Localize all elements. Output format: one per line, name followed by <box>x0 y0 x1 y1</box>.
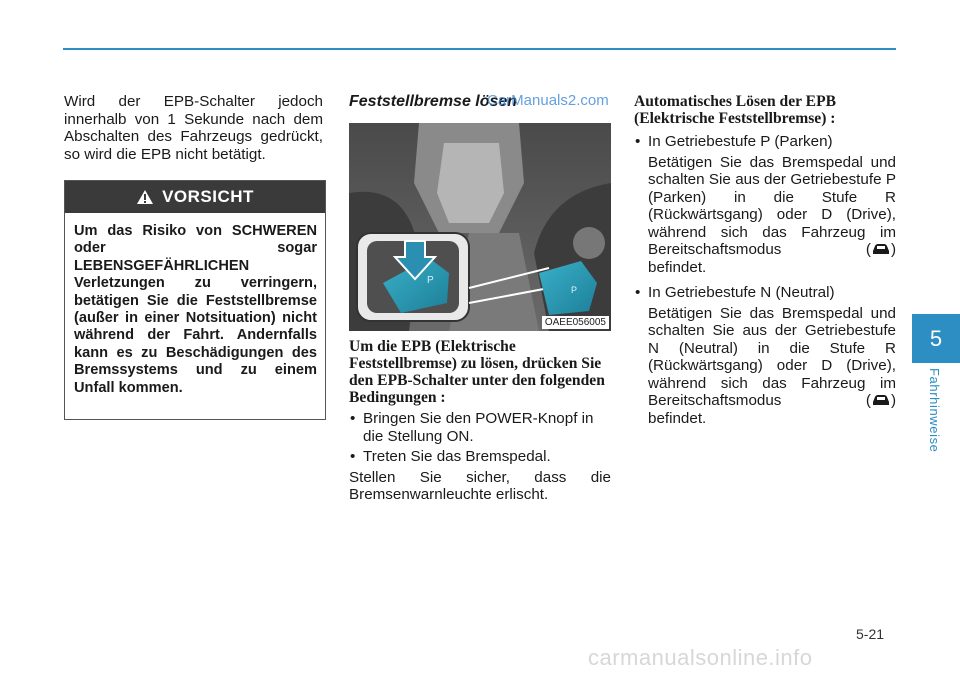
svg-text:P: P <box>571 285 578 295</box>
gear-list <box>634 133 896 427</box>
top-rule <box>63 48 896 50</box>
list-item: • Bringen Sie den POWER-Knopf in die Stellung ON. <box>349 410 611 445</box>
list-item: • Treten Sie das Bremspedal. <box>349 448 611 466</box>
warning-header <box>65 181 325 213</box>
ready-car-icon <box>871 242 891 256</box>
column-auto-release <box>634 93 896 430</box>
console-illustration <box>349 123 611 331</box>
intro-line: Wird der EPB-Schalter jedoch <box>64 93 323 110</box>
warning-triangle-icon <box>136 189 154 205</box>
page-number: 5-21 <box>856 626 885 642</box>
bullet-label: • In Getriebestufe N (Neutral) <box>648 284 835 301</box>
release-conditions <box>349 338 611 504</box>
bullet-label: • In Getriebestufe P (Parken) <box>648 133 833 150</box>
ready-car-icon <box>871 393 891 407</box>
list-item <box>634 284 896 427</box>
instruction-end: befindet. <box>648 409 707 427</box>
instruction-text: Betätigen Sie das Bremspedal und schalten Sie aus der Getriebestufe N (Neutral) in die Stufe R (Rückwärtsgang) oder D (Drive), während sich das Fahrzeug im Bereitschaftsmodus <box>648 304 896 409</box>
svg-text:P: P <box>427 275 434 286</box>
warning-box <box>64 180 326 420</box>
subheading: Um die EPB (Elektrische Feststellbremse) zu lösen, drücken Sie den EPB-Schalter unter den folgenden Bedingungen : <box>349 338 605 406</box>
condition-list <box>349 410 611 466</box>
chapter-label: Fahrhinweise <box>927 368 942 453</box>
site-watermark: carmanualsonline.info <box>588 645 813 670</box>
intro-line: so wird die EPB nicht betätigt. <box>64 145 266 163</box>
warning-title: VORSICHT <box>162 187 254 206</box>
instruction-text: Betätigen Sie das Bremspedal und schalten Sie aus der Getriebestufe P (Parken) in die Stufe R (Rückwärtsgang) oder D (Drive), während sich das Fahrzeug im Bereitschaftsmodus <box>648 153 896 258</box>
intro-line: innerhalb von 1 Sekunde nach dem <box>64 110 323 128</box>
list-item <box>634 133 896 276</box>
epb-switch-figure <box>349 123 611 331</box>
section-heading: Automatisches Lösen der EPB (Elektrische Feststellbremse) : <box>634 93 837 127</box>
closing-paragraph: Stellen Sie sicher, dass die Bremsenwarnleuchte erlischt. <box>349 468 611 503</box>
watermark-text: CarManuals2.com <box>487 92 609 109</box>
paren: ( <box>865 392 871 409</box>
paren: ) <box>890 241 896 258</box>
intro-line: Abschalten des Fahrzeugs gedrückt, <box>64 128 323 145</box>
warning-text: Um das Risiko von SCHWEREN oder sogar LEBENSGEFÄHRLICHEN Verletzungen zu verringern, betätigen Sie die Feststellbremse (außer in einer Notsituation) nicht während der Fahrt. Andernfalls kann es zu Beschädigungen des Bremssystems und zu einem Unfall kommen. <box>74 223 317 396</box>
instruction-end: befindet. <box>648 258 707 276</box>
chapter-tab[interactable]: 5 <box>912 314 960 363</box>
paren: ( <box>865 241 871 258</box>
intro-paragraph <box>64 93 323 163</box>
instruction <box>648 154 896 259</box>
instruction <box>648 305 896 410</box>
figure-code: OAEE056005 <box>542 316 609 329</box>
section-heading: Feststellbremse lösen <box>349 93 518 110</box>
paren: ) <box>890 392 896 409</box>
